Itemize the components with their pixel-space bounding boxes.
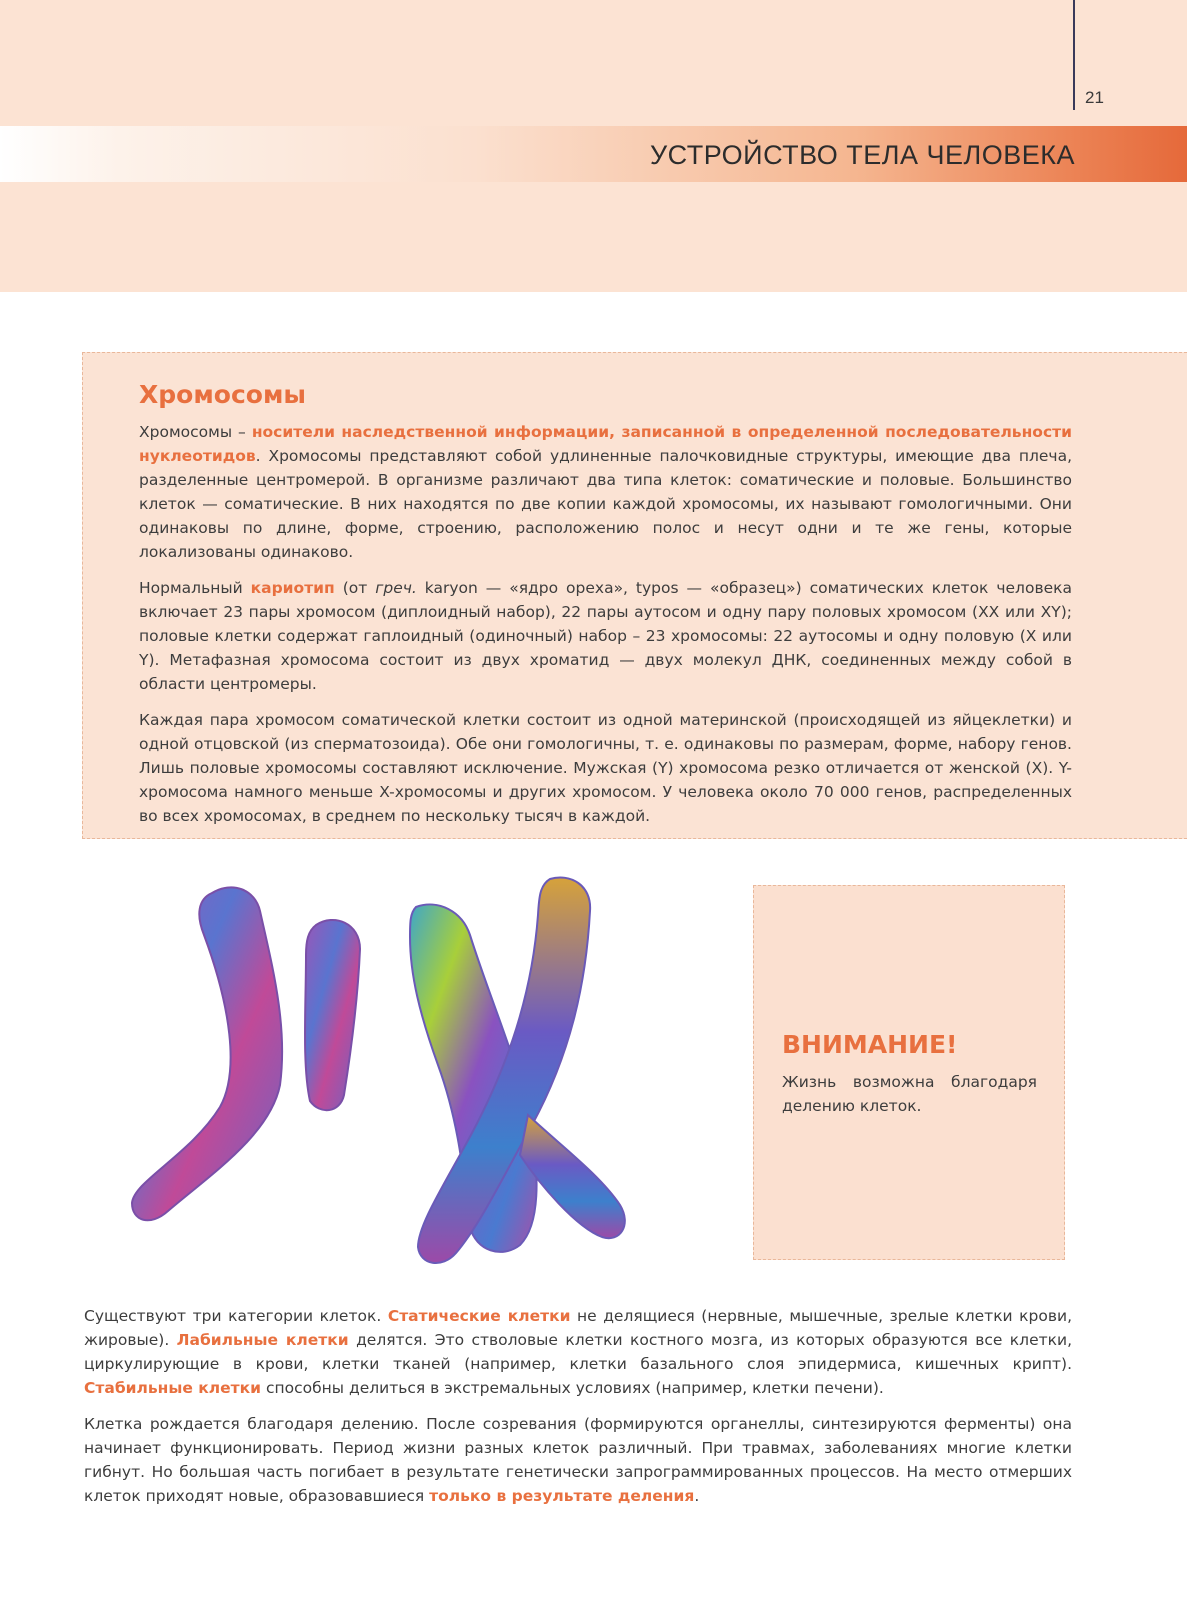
highlight-division: только в результате деления (429, 1487, 695, 1505)
highlight: носители наследственной информации, записанной в определенной последовательности нуклеотидов (139, 423, 1072, 465)
highlight-karyotype: кариотип (250, 579, 335, 597)
box-paragraph-1: Хромосомы – носители наследственной информации, записанной в определенной последовательности нуклеотидов. Хромосомы представляют собой удлиненные палочковидные структуры, имеющие два плеча, разделенные центромерой. В организме различают два типа клеток: соматические и половые. Большинство клеток — соматические. В них находятся по две копии каждой хромосомы, их называют гомологичными. Они одинаковы по длине, форме, строению, расположению полос и несут одни и те же гены, которые локализованы одинаково. (139, 423, 1072, 561)
page-number-divider (1073, 0, 1075, 110)
bottom-body (84, 1304, 1072, 1520)
box-heading: Хромосомы (139, 380, 306, 409)
bottom-paragraph-2: Клетка рождается благодаря делению. После созревания (формируются органеллы, синтезируются ферменты) она начинает функционировать. Период жизни разных клеток различный. При травмах, заболеваниях многие клетки гибнут. Но большая часть погибает в результате генетически запрограммированных процессов. На место отмерших клеток приходят новые, образовавшиеся только в результате деления. (84, 1415, 1072, 1505)
page-number: 21 (1085, 88, 1104, 107)
box-body (139, 420, 1072, 840)
y-chromosome-long-arm (132, 887, 282, 1220)
chromosome-illustration (120, 875, 680, 1285)
y-chromosome-short-arm (305, 920, 360, 1110)
highlight-labile-cells: Лабильные клетки (176, 1331, 349, 1349)
attention-text: Жизнь возможна благодаря делению клеток. (782, 1073, 1037, 1115)
box-paragraph-2: Нормальный кариотип (от греч. karyon — «ядро ореха», typos — «образец») соматических клеток человека включает 23 пары хромосом (диплоидный набор), 22 пары аутосом и одну пару половых хромосом (XX или XY); половые клетки содержат гаплоидный (одиночный) набор – 23 хромосомы: 22 аутосомы и одну половую (X или Y). Метафазная хромосома состоит из двух хроматид — двух молекул ДНК, соединенных между собой в области центромеры. (139, 579, 1072, 693)
x-chromosome-arm-3 (520, 1115, 625, 1238)
highlight-stable-cells: Стабильные клетки (84, 1379, 262, 1397)
box-paragraph-3: Каждая пара хромосом соматической клетки состоит из одной материнской (происходящей из яйцеклетки) и одной отцовской (из сперматозоида). Обе они гомологичны, т. е. одинаковы по размерам, форме, набору генов. Лишь половые хромосомы составляют исключение. Мужская (Y) хромосома резко отличается от женской (X). Y-хромосома намного меньше X-хромосомы и других хромосом. У человека около 70 000 генов, распределенных во всех хромосомах, в среднем по нескольку тысяч в каждой. (139, 711, 1072, 825)
bottom-paragraph-1: Существуют три категории клеток. Статические клетки не делящиеся (нервные, мышечные, зрелые клетки крови, жировые). Лабильные клетки делятся. Это стволовые клетки костного мозга, из которых образуются все клетки, циркулирующие в крови, клетки тканей (например, клетки базального слоя эпидермиса, кишечных крипт). Стабильные клетки способны делиться в экстремальных условиях (например, клетки печени). (84, 1307, 1073, 1397)
section-title: УСТРОЙСТВО ТЕЛА ЧЕЛОВЕКА (650, 140, 1075, 170)
highlight-static-cells: Статические клетки (387, 1307, 571, 1325)
attention-title: ВНИМАНИЕ! (782, 1030, 958, 1059)
